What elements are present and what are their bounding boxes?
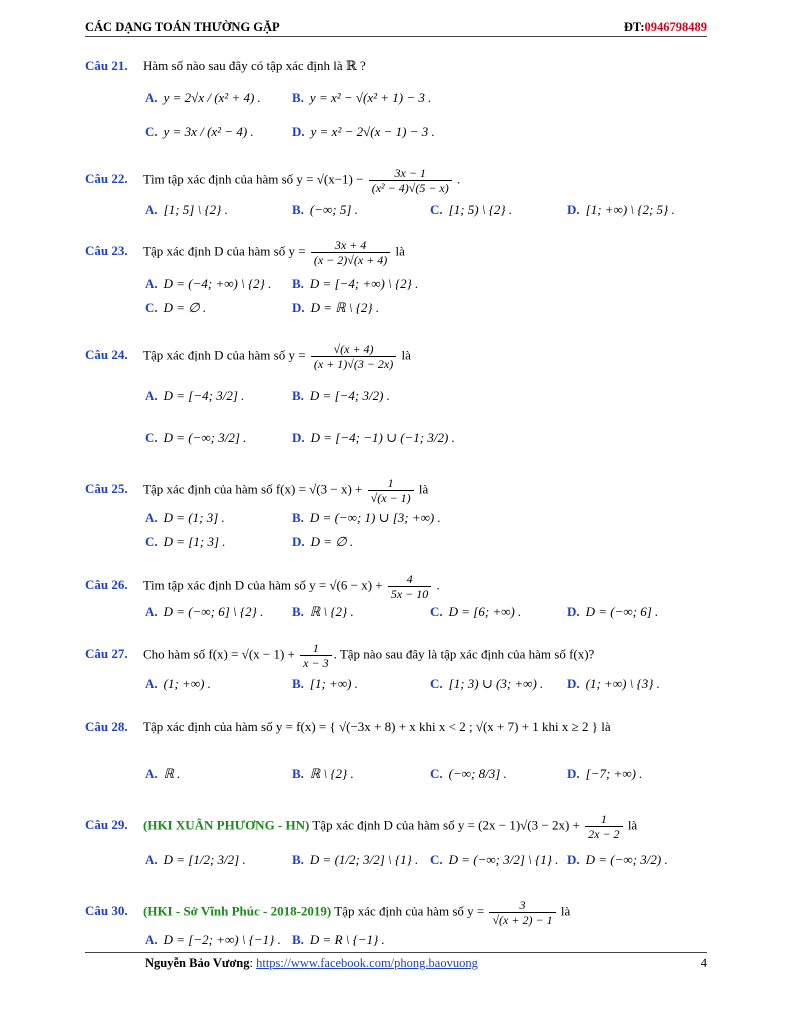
option-text: ℝ . [163,766,181,781]
question-text: Hàm số nào sau đây có tập xác định là ℝ ? [143,58,366,73]
question-text: Tập xác định D của hàm số y = [143,347,309,363]
question-number: Câu 30. [85,903,128,919]
option-text: (1; +∞) \ {3} . [585,676,660,691]
option-text: y = x² − 2√(x − 1) − 3 . [310,124,435,139]
question-source: (HKI XUÂN PHƯƠNG - HN) [143,817,310,833]
option-text: y = 2√x / (x² + 4) . [163,90,261,105]
option-text: D = [−4; −1) ∪ (−1; 3/2) . [310,430,455,445]
option-text: D = [−4; 3/2] . [163,388,245,403]
question-text: Tập xác định của hàm số y = f(x) = { √(−3x + 8) + x khi x < 2 ; √(x + 7) + 1 khi x ≥ 2 } là [143,719,611,734]
answer-option [292,428,455,448]
answer-option [567,674,660,694]
answer-option [430,850,558,870]
fraction-numerator: 1 [312,641,319,655]
option-label: C. [430,202,443,217]
answer-option [145,200,228,220]
option-text: D = (1/2; 3/2] \ {1} . [309,852,419,867]
page-footer [85,952,707,973]
question-number: Câu 27. [85,646,128,662]
option-label: D. [567,202,580,217]
option-text: [1; 5] \ {2} . [163,202,228,217]
question-text-end: . Tập nào sau đây là tập xác định của hàm số f(x)? [333,646,595,662]
page-number: 4 [700,956,707,970]
question-text-end: là [398,347,411,363]
option-label: B. [292,510,304,525]
option-label: B. [292,766,304,781]
option-label: B. [292,604,304,619]
option-text: D = [−4; +∞) \ {2} . [309,276,419,291]
answer-option [145,386,244,406]
question-q27 [85,641,595,670]
answer-option [145,930,281,950]
option-text: D = (1; 3] . [163,510,225,525]
option-label: D. [567,852,580,867]
fraction-numerator: 1 [387,476,394,490]
question-source: (HKI - Sở Vĩnh Phúc - 2018-2019) [143,903,332,919]
fraction-denominator: √(x − 1) [368,490,414,505]
answer-option [292,930,385,950]
option-text: D = ∅ . [163,300,207,315]
answer-option [567,764,642,784]
option-label: D. [292,534,305,549]
question-text: Tập xác định của hàm số y = [331,903,488,919]
author-separator: : [249,956,257,970]
answer-option [292,122,435,142]
answer-option [145,850,246,870]
answer-option [567,850,668,870]
answer-option [145,674,211,694]
option-text: (−∞; 5] . [309,202,358,217]
question-text-end: . [453,171,461,187]
option-label: A. [145,604,158,619]
phone-prefix: ĐT: [623,20,645,34]
option-text: (−∞; 8/3] . [448,766,507,781]
fraction-denominator: √(x + 2) − 1 [489,912,555,927]
answer-option [567,200,675,220]
question-text-end: . [433,577,440,593]
question-q30 [85,898,571,927]
option-text: D = [1/2; 3/2] . [163,852,246,867]
option-label: D. [292,124,305,139]
question-number: Câu 21. [85,58,128,73]
option-label: A. [145,276,158,291]
question-number: Câu 28. [85,719,128,734]
option-label: B. [292,90,304,105]
option-label: C. [430,604,443,619]
option-text: D = (−∞; 6] \ {2} . [163,604,264,619]
question-number: Câu 24. [85,347,128,363]
question-number: Câu 26. [85,577,128,593]
fraction-denominator: x − 3 [300,655,331,670]
option-text: D = (−∞; 3/2] . [163,430,247,445]
fraction-numerator: 3 [519,898,526,912]
answer-option [145,122,254,142]
fraction-numerator: 1 [600,812,607,826]
answer-option [292,298,379,318]
fraction [489,898,555,927]
option-label: A. [145,676,158,691]
question-text-end: là [557,903,571,919]
option-label: C. [145,124,158,139]
answer-option [292,508,441,528]
question-q23 [85,238,405,267]
question-text: Cho hàm số f(x) = √(x − 1) + [143,646,299,662]
option-label: B. [292,852,304,867]
answer-option [145,298,206,318]
footer-author-line [145,956,478,971]
answer-option [292,88,431,108]
answer-option [145,428,246,448]
option-label: B. [292,676,304,691]
option-text: ℝ \ {2} . [309,766,354,781]
answer-option [292,850,418,870]
option-text: D = (−4; +∞) \ {2} . [163,276,272,291]
option-label: D. [292,300,305,315]
option-text: D = ∅ . [310,534,354,549]
fraction [585,812,622,841]
option-text: [1; +∞) . [309,676,358,691]
option-text: [1; 3) ∪ (3; +∞) . [448,676,544,691]
option-label: C. [145,430,158,445]
answer-option [292,200,358,220]
option-label: C. [145,300,158,315]
option-text: D = R \ {−1} . [309,932,385,947]
answer-option [145,508,225,528]
answer-option [292,764,354,784]
answer-option [145,764,180,784]
option-label: B. [292,388,304,403]
answer-option [292,532,353,552]
question-text: Tìm tập xác định D của hàm số y = √(6 − x) + [143,577,386,593]
question-text-end: là [415,481,429,497]
option-label: C. [430,852,443,867]
option-text: ℝ \ {2} . [309,604,354,619]
option-label: D. [567,676,580,691]
answer-option [145,602,263,622]
option-text: (1; +∞) . [163,676,211,691]
fraction-numerator: 3x − 1 [394,166,426,180]
question-text: Tập xác định của hàm số f(x) = √(3 − x) + [143,481,366,497]
question-q29 [85,812,638,841]
answer-option [430,764,507,784]
option-text: [−7; +∞) . [585,766,643,781]
answer-option [145,274,271,294]
option-text: [1; +∞) \ {2; 5} . [585,202,675,217]
option-text: D = [6; +∞) . [448,604,522,619]
question-q22 [85,166,461,195]
answer-option [292,602,354,622]
option-label: D. [567,604,580,619]
phone-number: 0946798489 [644,20,707,34]
question-q25 [85,476,429,505]
option-label: C. [430,766,443,781]
fraction-denominator: (x − 2)√(x + 4) [311,252,390,267]
option-text: y = x² − √(x² + 1) − 3 . [309,90,432,105]
option-label: A. [145,510,158,525]
answer-option [292,386,390,406]
option-label: A. [145,766,158,781]
option-label: B. [292,202,304,217]
option-text: D = [1; 3] . [163,534,226,549]
fraction-denominator: (x² − 4)√(5 − x) [369,180,452,195]
question-q28 [85,717,611,737]
question-number: Câu 25. [85,481,128,497]
answer-option [145,532,226,552]
question-text-end: là [624,817,638,833]
header-title: CÁC DẠNG TOÁN THƯỜNG GẶP [85,20,280,34]
fraction [300,641,331,670]
fraction-numerator: √(x + 4) [333,342,374,356]
fraction [311,342,396,371]
answer-option [430,200,512,220]
question-number: Câu 29. [85,817,128,833]
question-text-end: là [392,243,405,259]
question-q21 [85,56,366,76]
option-text: D = ℝ \ {2} . [310,300,380,315]
question-number: Câu 22. [85,171,128,187]
question-q24 [85,342,411,371]
answer-option [145,88,261,108]
option-text: y = 3x / (x² − 4) . [163,124,254,139]
option-text: D = [−2; +∞) \ {−1} . [163,932,281,947]
answer-option [292,274,418,294]
option-text: D = [−4; 3/2) . [309,388,390,403]
fraction-denominator: 2x − 2 [585,826,622,841]
fraction-numerator: 3x + 4 [334,238,367,252]
fraction [369,166,452,195]
option-text: D = (−∞; 1) ∪ [3; +∞) . [309,510,441,525]
option-label: D. [292,430,305,445]
fraction-denominator: (x + 1)√(3 − 2x) [311,356,396,371]
question-text: Tìm tập xác định của hàm số y = √(x−1) − [143,171,367,187]
answer-option [430,602,521,622]
page-header [85,18,707,37]
fraction-denominator: 5x − 10 [388,586,431,601]
option-label: A. [145,202,158,217]
fraction [388,572,431,601]
answer-option [567,602,658,622]
option-label: B. [292,932,304,947]
option-label: D. [567,766,580,781]
question-text: Tập xác định D của hàm số y = (2x − 1)√(3 − 2x) + [309,817,584,833]
option-label: B. [292,276,304,291]
header-phone [624,20,707,35]
question-number: Câu 23. [85,243,128,259]
option-label: C. [430,676,443,691]
question-q26 [85,572,440,601]
option-label: A. [145,388,158,403]
option-text: D = (−∞; 3/2] \ {1} . [448,852,559,867]
option-label: A. [145,852,158,867]
answer-option [292,674,358,694]
option-label: C. [145,534,158,549]
fraction-numerator: 4 [406,572,413,586]
question-text: Tập xác định D của hàm số y = [143,243,309,259]
author-name: Nguyễn Bảo Vương [145,956,250,970]
option-label: A. [145,90,158,105]
option-label: A. [145,932,158,947]
fraction [368,476,414,505]
option-text: D = (−∞; 6] . [585,604,659,619]
option-text: D = (−∞; 3/2) . [585,852,668,867]
facebook-link[interactable]: https://www.facebook.com/phong.baovuong [256,956,478,970]
fraction [311,238,390,267]
option-text: [1; 5) \ {2} . [448,202,513,217]
answer-option [430,674,543,694]
